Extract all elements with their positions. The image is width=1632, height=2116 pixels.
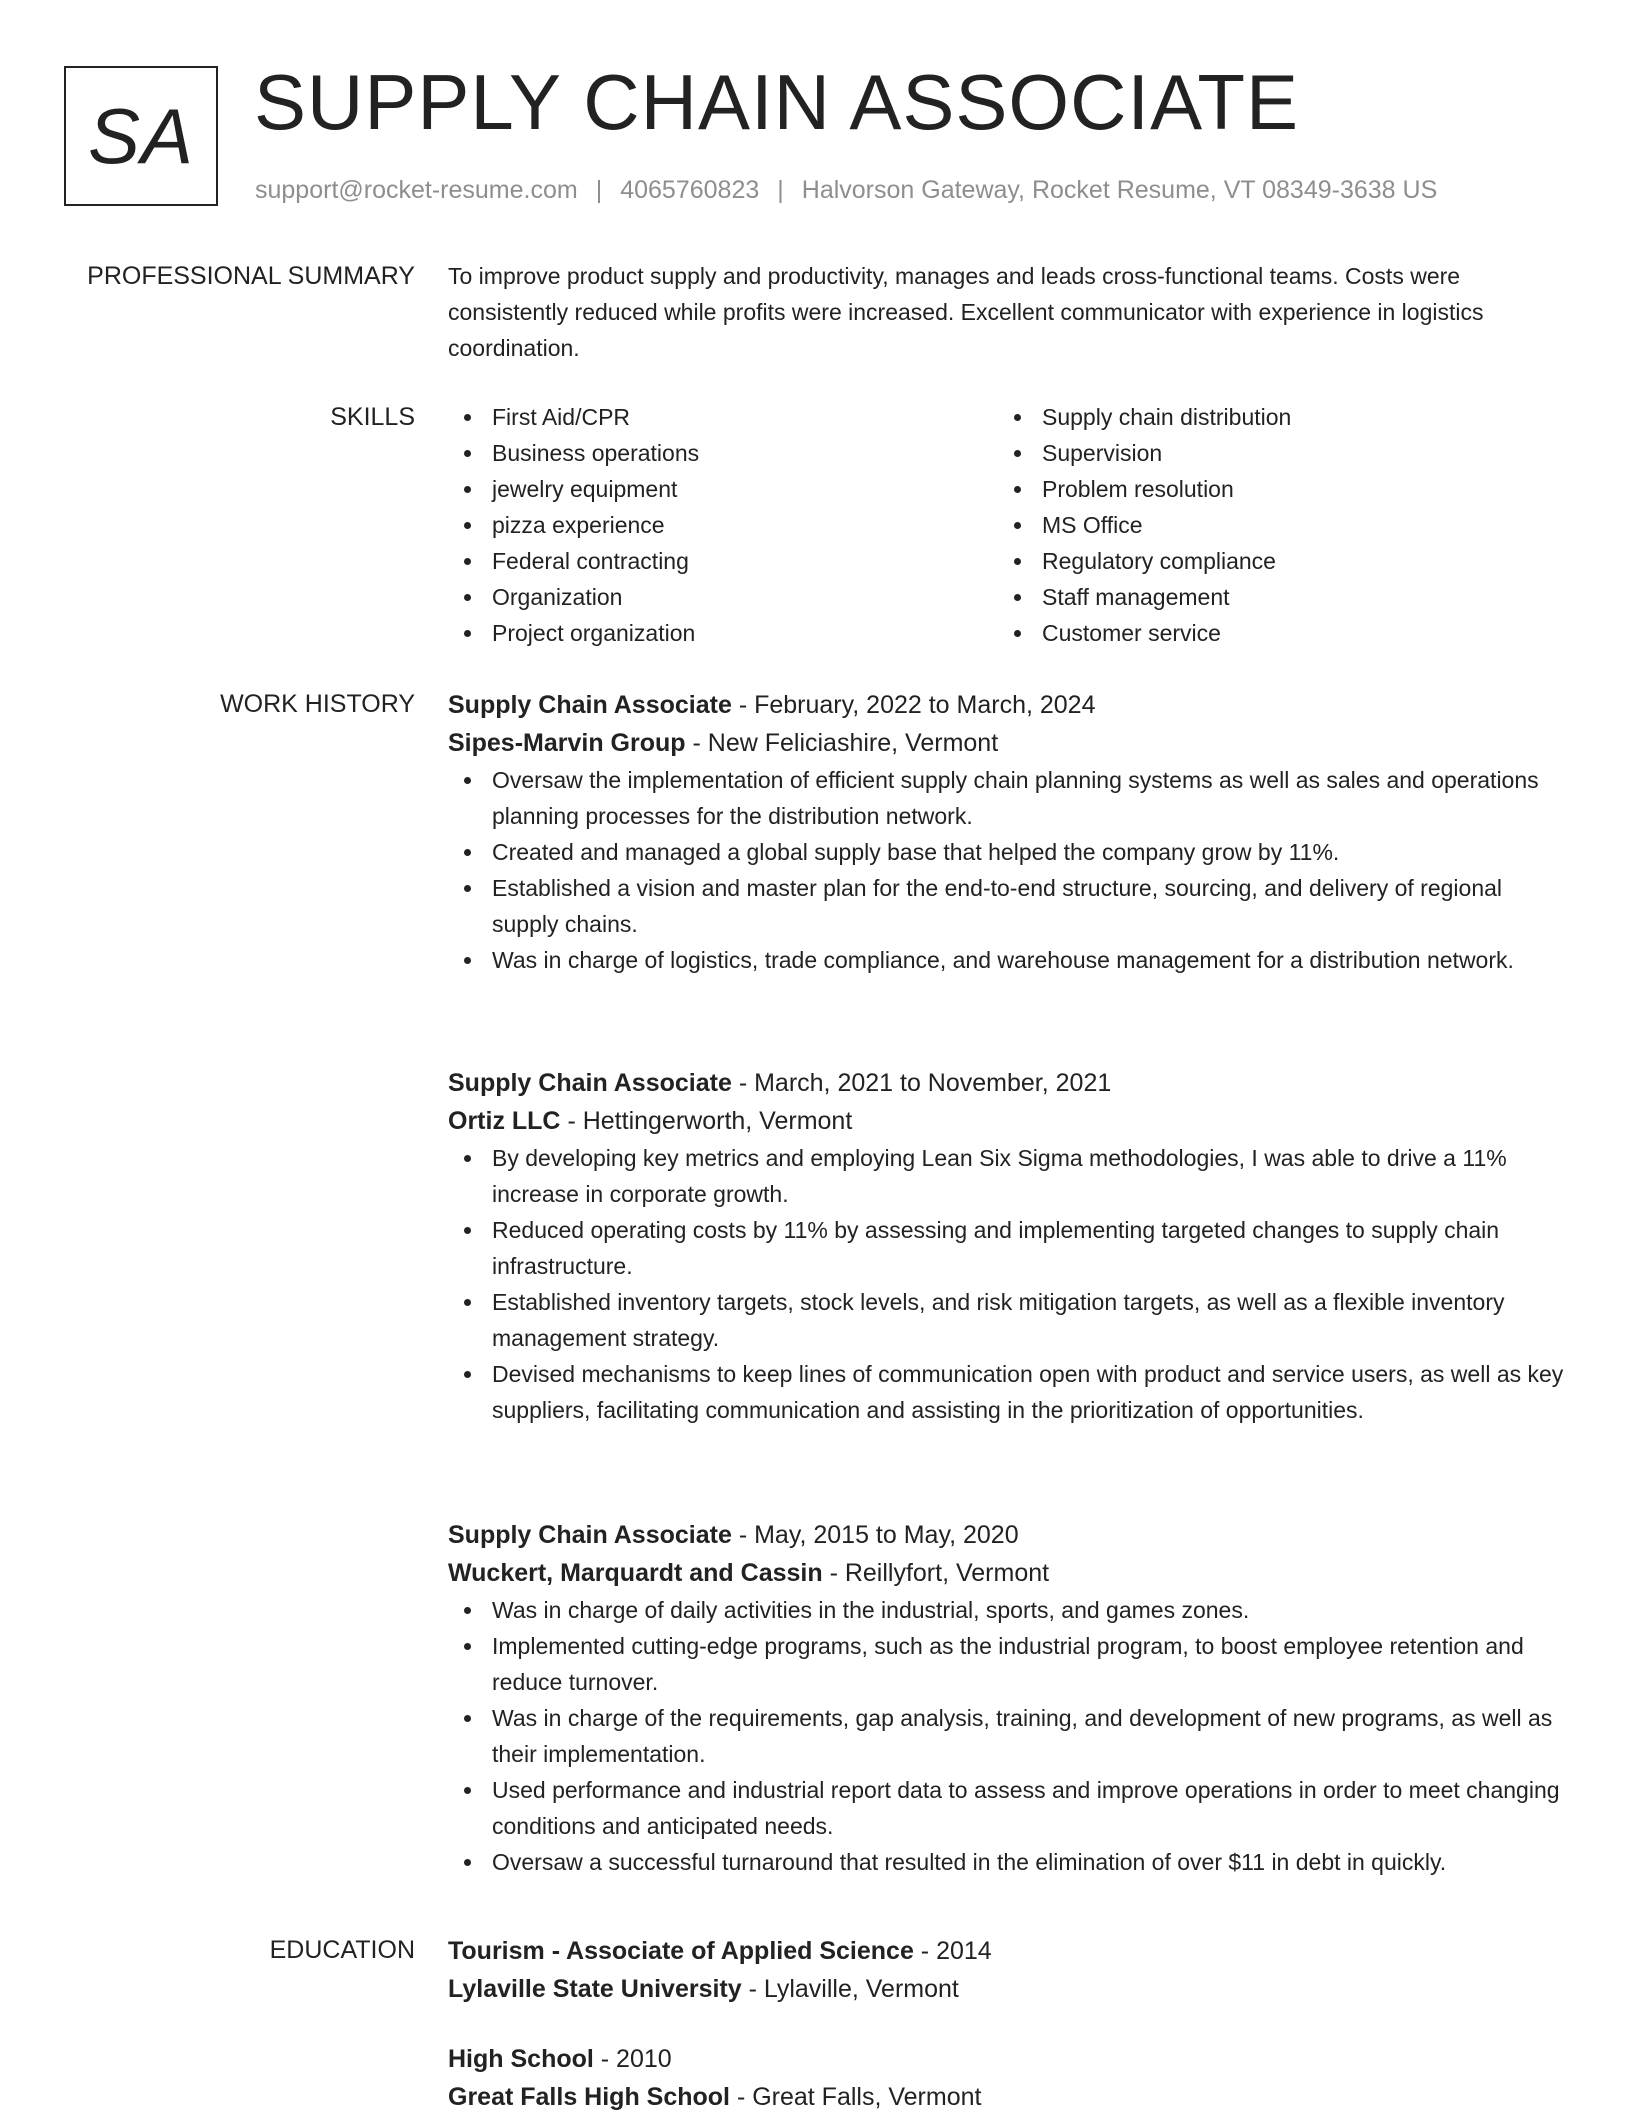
job-company: Sipes-Marvin Group — [448, 729, 686, 757]
education-degree-line — [448, 2040, 1566, 2078]
job-entry — [448, 1516, 1566, 1880]
summary-text: To improve product supply and productivity, manages and leads cross-functional teams. Costs were consistently reduced while profits were increased. Excellent communicator with experience in logistics coordination. — [448, 263, 1484, 361]
job-company-line — [448, 724, 1566, 762]
job-entry — [448, 686, 1566, 978]
skills-list-left — [448, 399, 998, 651]
job-bullet: Created and managed a global supply base that helped the company grow by 11%. — [448, 834, 1566, 870]
job-bullet: Used performance and industrial report data to assess and improve operations in order to meet changing conditions and anticipated needs. — [448, 1772, 1566, 1844]
skill-item: First Aid/CPR — [448, 399, 998, 435]
job-dates: - March, 2021 to November, 2021 — [731, 1069, 1112, 1097]
education-school: Lylaville State University — [448, 1975, 742, 2003]
skill-item: Staff management — [998, 579, 1548, 615]
education-school: Great Falls High School — [448, 2083, 730, 2111]
contact-line — [255, 172, 1437, 208]
job-entry — [448, 1064, 1566, 1428]
skill-item: Problem resolution — [998, 471, 1548, 507]
job-title: Supply Chain Associate — [448, 1521, 732, 1549]
section-heading-work-history: WORK HISTORY — [220, 690, 415, 718]
job-title: Supply Chain Associate — [448, 1069, 732, 1097]
education-year: - 2010 — [593, 2045, 672, 2073]
contact-separator: | — [777, 176, 784, 204]
education-location: - Great Falls, Vermont — [730, 2083, 982, 2111]
job-bullet: Established inventory targets, stock levels, and risk mitigation targets, as well as a flexible inventory management strategy. — [448, 1284, 1566, 1356]
education-school-line — [448, 2078, 1566, 2116]
contact-separator: | — [595, 176, 603, 204]
job-bullet: Devised mechanisms to keep lines of communication open with product and service users, as well as key suppliers, facilitating communication and assisting in the prioritization of opportunities. — [448, 1356, 1566, 1428]
job-bullet: Reduced operating costs by 11% by assessing and implementing targeted changes to supply chain infrastructure. — [448, 1212, 1566, 1284]
job-title-line — [448, 686, 1566, 724]
job-location: - Reillyfort, Vermont — [822, 1559, 1050, 1587]
skills-list-right — [998, 399, 1548, 651]
education-location: - Lylaville, Vermont — [741, 1975, 959, 2003]
resume-title: SUPPLY CHAIN ASSOCIATE — [254, 58, 1299, 146]
skill-item: jewelry equipment — [448, 471, 998, 507]
job-company-line — [448, 1102, 1566, 1140]
section-heading-education: EDUCATION — [269, 1936, 415, 1964]
skill-item: Federal contracting — [448, 543, 998, 579]
job-bullet: Oversaw a successful turnaround that resulted in the elimination of over $11 in debt in quickly. — [448, 1844, 1566, 1880]
education-year: - 2014 — [913, 1937, 992, 1965]
contact-phone: 4065760823 — [620, 176, 760, 204]
skill-item: MS Office — [998, 507, 1548, 543]
job-location: - New Feliciashire, Vermont — [685, 729, 999, 757]
job-bullets — [448, 1592, 1566, 1880]
job-bullet: By developing key metrics and employing Lean Six Sigma methodologies, I was able to drive a 11% increase in corporate growth. — [448, 1140, 1566, 1212]
skill-item: Project organization — [448, 615, 998, 651]
education-degree: High School — [448, 2045, 594, 2073]
skill-item: Customer service — [998, 615, 1548, 651]
education-entry — [448, 1932, 1566, 2008]
job-dates: - May, 2015 to May, 2020 — [731, 1521, 1019, 1549]
job-company: Ortiz LLC — [448, 1107, 561, 1135]
education-degree-line — [448, 1932, 1566, 1970]
job-bullet: Was in charge of daily activities in the industrial, sports, and games zones. — [448, 1592, 1566, 1628]
skill-item: Regulatory compliance — [998, 543, 1548, 579]
job-location: - Hettingerworth, Vermont — [560, 1107, 853, 1135]
job-bullet: Established a vision and master plan for the end-to-end structure, sourcing, and delivery of regional supply chains. — [448, 870, 1566, 942]
education-entry — [448, 2040, 1566, 2116]
skill-item: Business operations — [448, 435, 998, 471]
job-title: Supply Chain Associate — [448, 691, 732, 719]
skill-item: Supervision — [998, 435, 1548, 471]
job-bullet: Was in charge of the requirements, gap analysis, training, and development of new programs, as well as their implementation. — [448, 1700, 1566, 1772]
job-title-line — [448, 1064, 1566, 1102]
job-bullet: Oversaw the implementation of efficient supply chain planning systems as well as sales and operations planning processes for the distribution network. — [448, 762, 1566, 834]
section-heading-skills: SKILLS — [330, 403, 415, 431]
job-company: Wuckert, Marquardt and Cassin — [448, 1559, 823, 1587]
section-heading-summary: PROFESSIONAL SUMMARY — [87, 262, 415, 290]
skill-item: pizza experience — [448, 507, 998, 543]
job-title-line — [448, 1516, 1566, 1554]
monogram: SA — [64, 66, 218, 206]
contact-address: Halvorson Gateway, Rocket Resume, VT 08349-3638 US — [801, 176, 1438, 204]
job-bullets — [448, 1140, 1566, 1428]
job-bullet: Implemented cutting-edge programs, such as the industrial program, to boost employee retention and reduce turnover. — [448, 1628, 1566, 1700]
job-bullet: Was in charge of logistics, trade compliance, and warehouse management for a distribution network. — [448, 942, 1566, 978]
skill-item: Organization — [448, 579, 998, 615]
job-dates: - February, 2022 to March, 2024 — [731, 691, 1096, 719]
education-degree: Tourism - Associate of Applied Science — [448, 1937, 914, 1965]
contact-email[interactable]: support@rocket-resume.com — [255, 176, 578, 204]
job-bullets — [448, 762, 1566, 978]
education-school-line — [448, 1970, 1566, 2008]
job-company-line — [448, 1554, 1566, 1592]
skill-item: Supply chain distribution — [998, 399, 1548, 435]
